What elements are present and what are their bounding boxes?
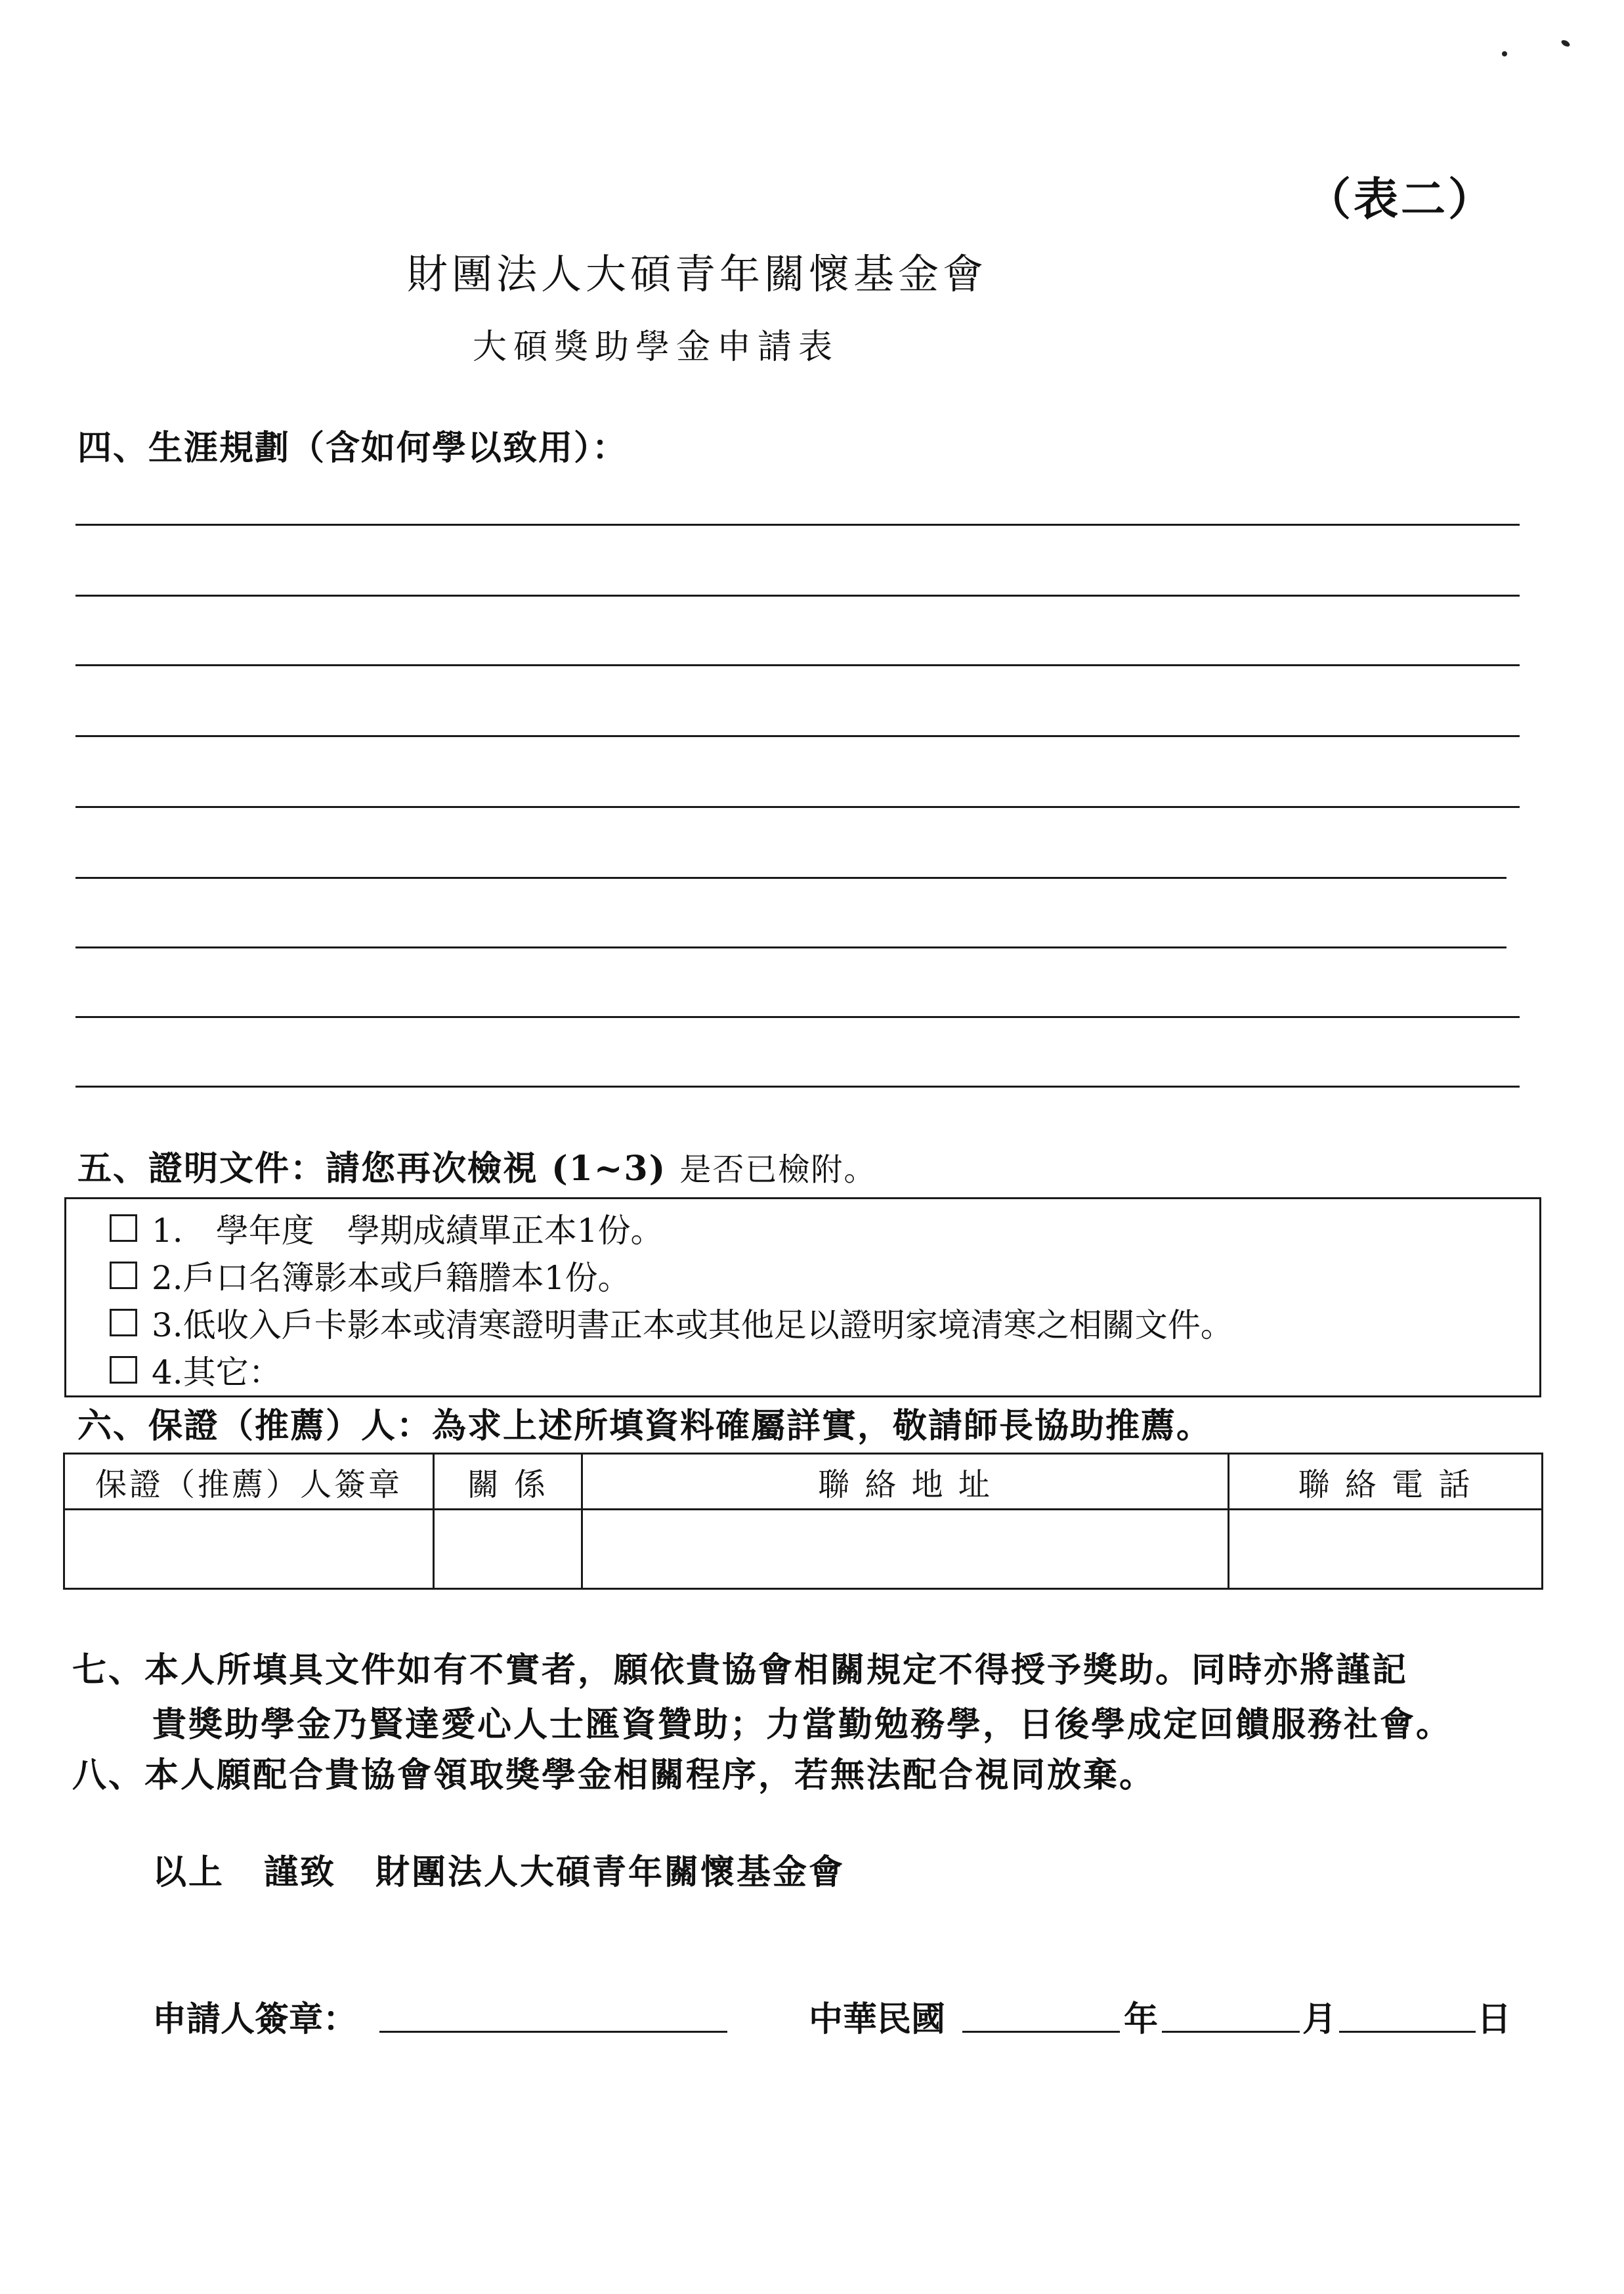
- closing-part-2: 謹致: [264, 1852, 337, 1892]
- document-item-label: 3.低收入戶卡影本或清寒證明書正本或其他足以證明家境清寒之相關文件。: [152, 1306, 1233, 1344]
- section-5-heading-plain: 是否已檢附。: [679, 1151, 877, 1188]
- career-plan-fill-line[interactable]: [75, 946, 1506, 948]
- phone-cell[interactable]: [1229, 1510, 1543, 1589]
- document-checkbox[interactable]: [110, 1262, 137, 1289]
- closing-part-3: 財團法人大碩青年關懷基金會: [375, 1852, 845, 1892]
- closing-salutation: [152, 1844, 845, 1894]
- era-label: 中華民國: [809, 1999, 946, 2039]
- signature-cell[interactable]: [64, 1510, 434, 1589]
- year-label: 年: [1124, 1999, 1159, 2039]
- document-checkbox[interactable]: [110, 1214, 137, 1242]
- document-item: [110, 1252, 631, 1299]
- career-plan-fill-line[interactable]: [75, 1016, 1520, 1018]
- document-item: [110, 1299, 1233, 1346]
- section-5-heading: [77, 1141, 876, 1190]
- document-item-label: 2.戶口名簿影本或戶籍謄本1份。: [152, 1259, 631, 1297]
- section-4-heading: 四、生涯規劃（含如何學以致用）：: [77, 428, 628, 468]
- document-item: [110, 1204, 664, 1252]
- section-8-text: 八、本人願配合貴協會領取獎學金相關程序，若無法配合視同放棄。: [72, 1755, 1156, 1795]
- document-item: [110, 1346, 282, 1393]
- form-title: 大碩獎助學金申請表: [473, 328, 840, 367]
- organization-title: 財團法人大碩青年關懷基金會: [407, 250, 988, 298]
- career-plan-fill-line[interactable]: [75, 524, 1520, 526]
- year-field[interactable]: [962, 2031, 1120, 2033]
- applicant-signature-line[interactable]: [379, 2031, 727, 2033]
- column-header-relationship: 關 係: [434, 1454, 582, 1510]
- table-row: [64, 1510, 1543, 1589]
- applicant-signature-label: 申請人簽章：: [152, 1999, 358, 2039]
- career-plan-fill-line[interactable]: [75, 595, 1520, 597]
- scan-speck: [1560, 39, 1571, 48]
- document-item-label: 1. 學年度 學期成績單正本1份。: [152, 1212, 664, 1250]
- career-plan-fill-line[interactable]: [75, 877, 1506, 879]
- career-plan-fill-line[interactable]: [75, 664, 1520, 666]
- career-plan-fill-line[interactable]: [75, 806, 1520, 808]
- document-checkbox[interactable]: [110, 1309, 137, 1336]
- career-plan-fill-line[interactable]: [75, 735, 1520, 737]
- month-label: 月: [1302, 1999, 1337, 2039]
- address-cell[interactable]: [582, 1510, 1229, 1589]
- section-7-text-line-1: 七、本人所填具文件如有不實者，願依貴協會相關規定不得授予獎助。同時亦將謹記: [72, 1650, 1409, 1690]
- section-5-heading-bold: 五、證明文件：請您再次檢視 (1~3): [77, 1149, 680, 1189]
- relationship-cell[interactable]: [434, 1510, 582, 1589]
- month-field[interactable]: [1162, 2031, 1300, 2033]
- documents-checklist-box: [64, 1197, 1541, 1397]
- scan-speck: [1502, 51, 1507, 56]
- column-header-phone: 聯 絡 電 話: [1229, 1454, 1543, 1510]
- career-plan-fill-line[interactable]: [75, 1086, 1520, 1088]
- section-7-text-line-2: 貴獎助學金乃賢達愛心人士匯資贊助；力當勤勉務學，日後學成定回饋服務社會。: [152, 1705, 1453, 1745]
- guarantor-table: [63, 1453, 1543, 1590]
- document-item-label: 4.其它：: [152, 1353, 282, 1391]
- form-label: （表二）: [1306, 173, 1496, 226]
- day-field[interactable]: [1339, 2031, 1476, 2033]
- section-6-heading: 六、保證（推薦）人：為求上述所填資料確屬詳實，敬請師長協助推薦。: [77, 1406, 1212, 1446]
- closing-part-1: 以上: [152, 1852, 225, 1892]
- table-header-row: [64, 1454, 1543, 1510]
- day-label: 日: [1477, 1999, 1512, 2039]
- column-header-address: 聯 絡 地 址: [582, 1454, 1229, 1510]
- column-header-signature: 保證（推薦）人簽章: [64, 1454, 434, 1510]
- document-checkbox[interactable]: [110, 1356, 137, 1384]
